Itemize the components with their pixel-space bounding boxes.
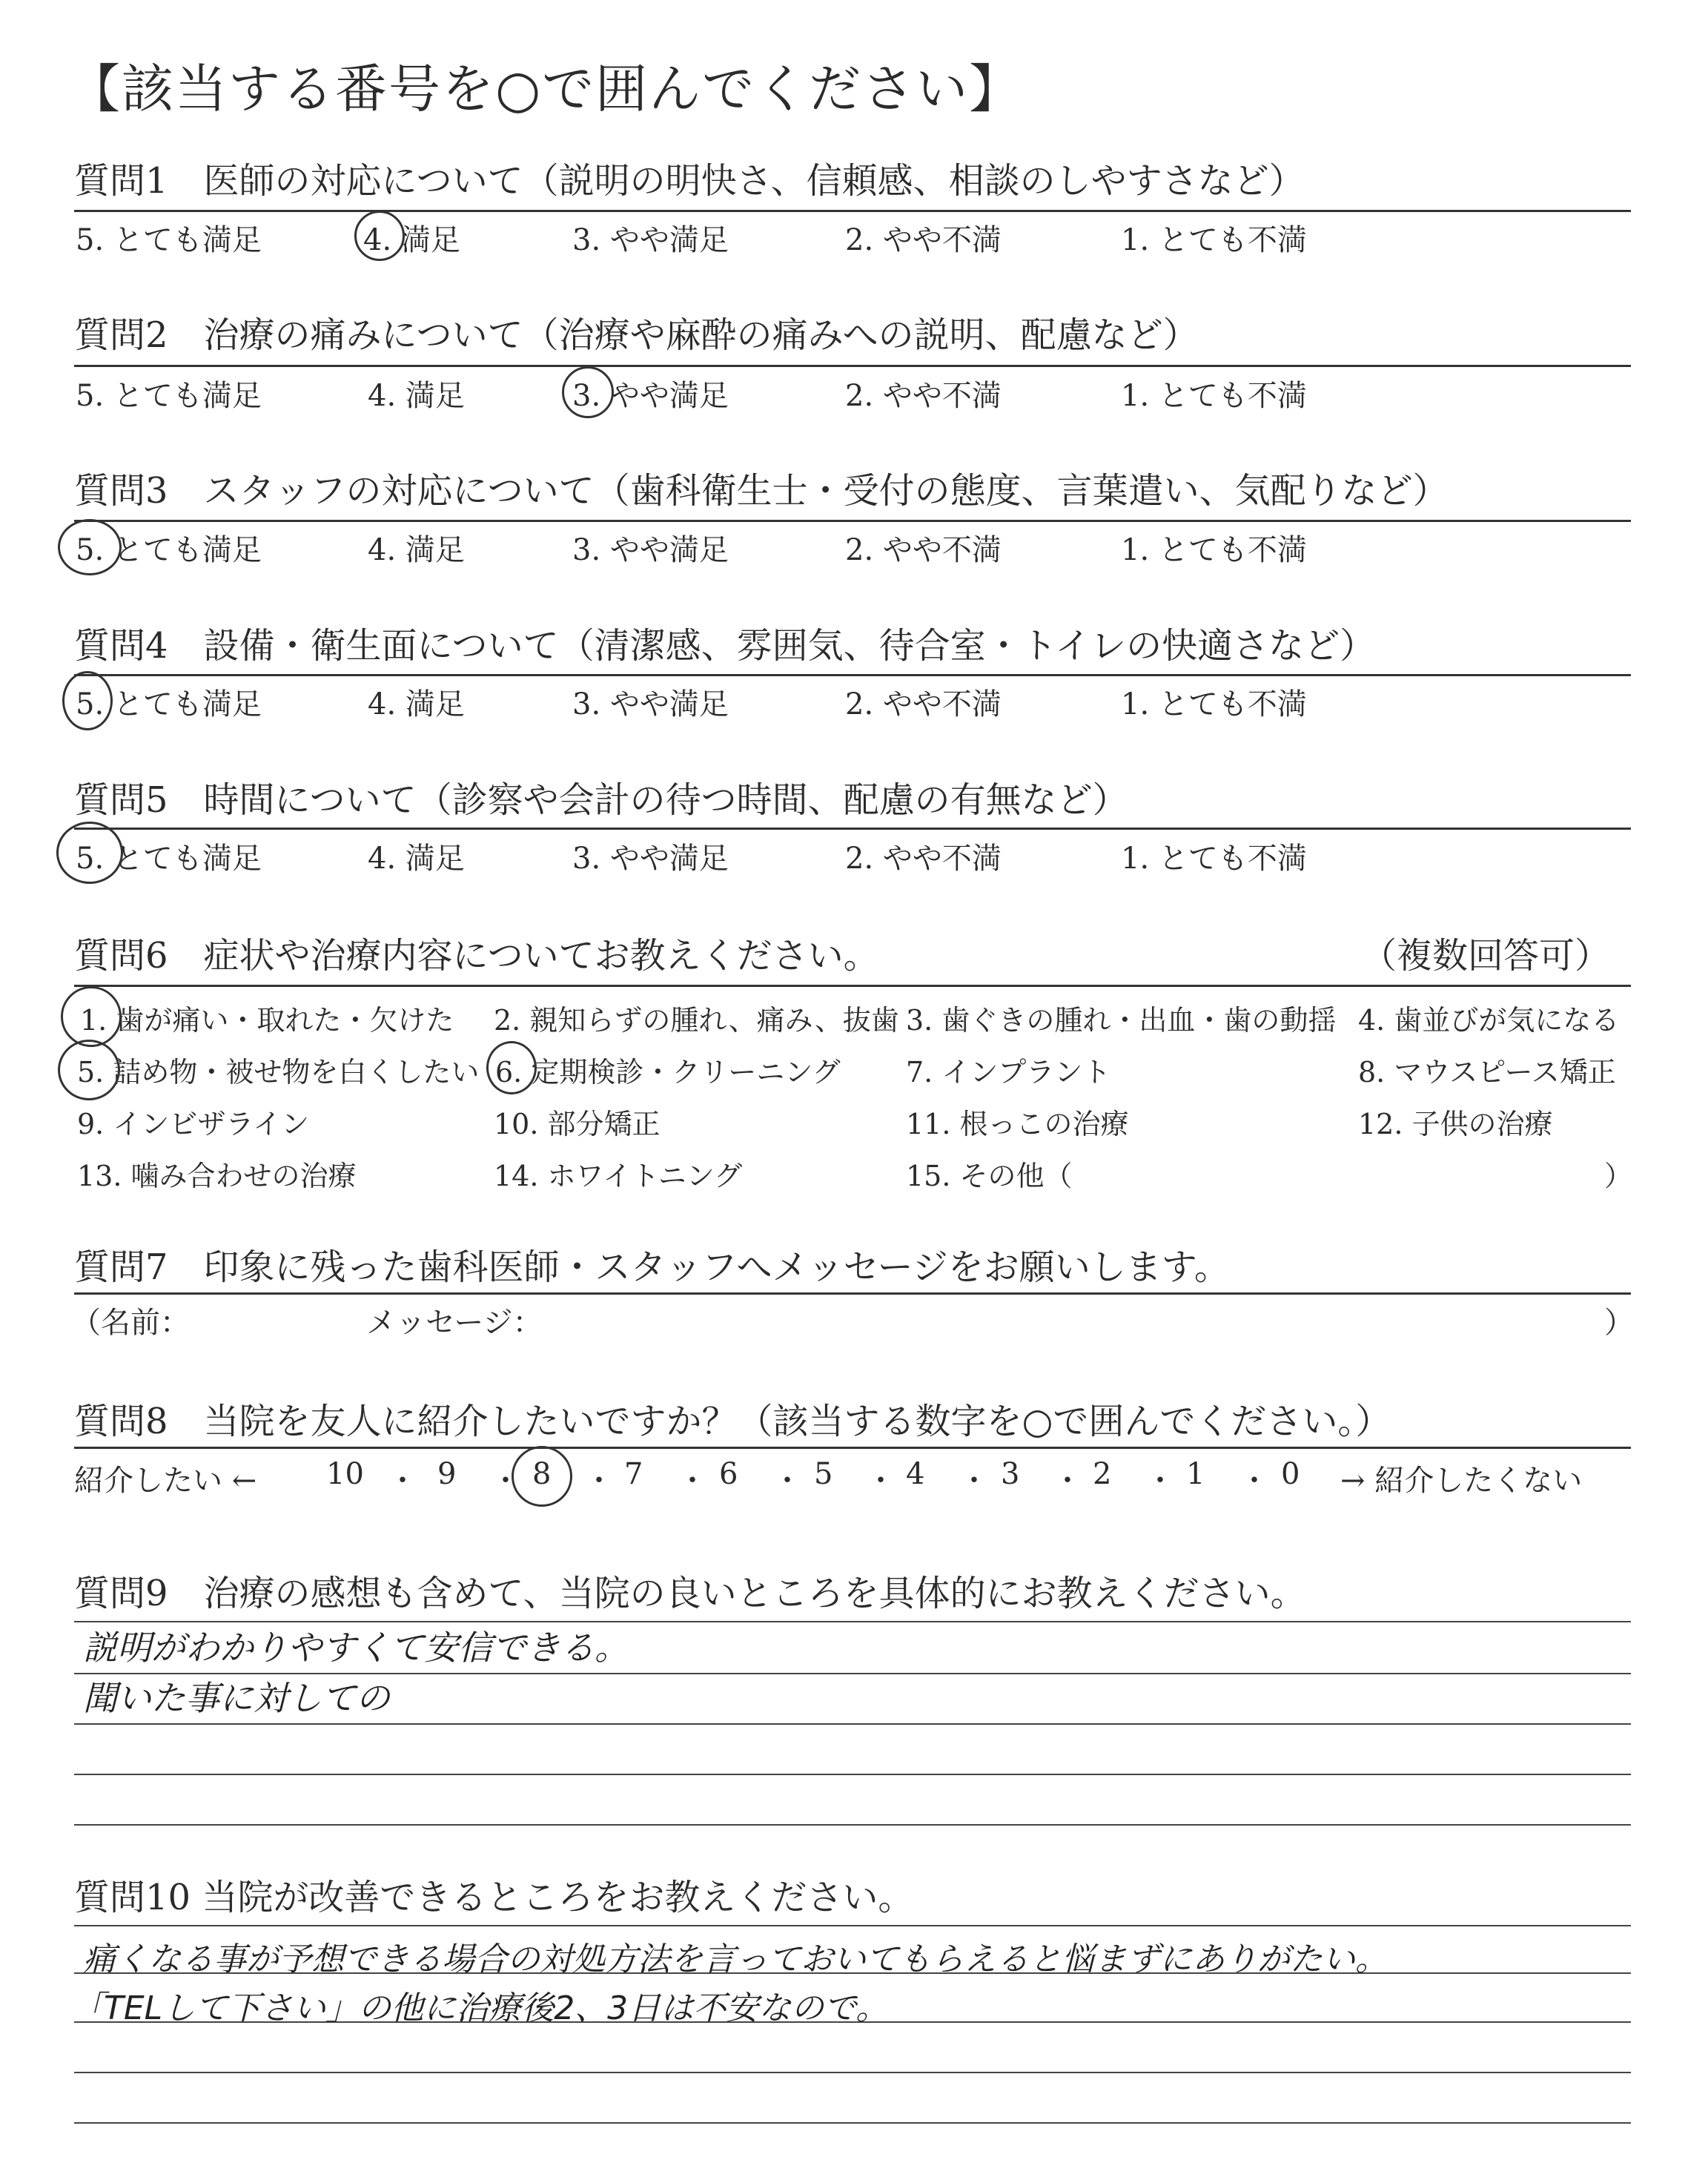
q3-option-1[interactable]: 1. とても不満 [1121, 533, 1307, 567]
q8-scale-separator: ・ [1145, 1464, 1175, 1498]
q4-title: 質問4 設備・衛生面について（清潔感、雰囲気、待合室・トイレの快適さなど） [74, 625, 1376, 667]
q8-scale-separator: ・ [1239, 1464, 1269, 1498]
q6-selected-circle-5 [58, 1040, 120, 1100]
q3-option-4[interactable]: 4. 満足 [368, 533, 465, 567]
q1-title: 質問1 医師の対応について（説明の明快さ、信頼感、相談のしやすさなど） [74, 160, 1305, 202]
q9-title: 質問9 治療の感想も含めて、当院の良いところを具体的にお教えください。 [74, 1573, 1306, 1614]
q8-scale-separator: ・ [866, 1464, 896, 1498]
q8-scale-1[interactable]: 1 [1186, 1457, 1205, 1491]
q9-answer-line-1[interactable]: 説明がわかりやすくて安信できる。 [83, 1628, 629, 1668]
q6-rule [74, 985, 1631, 987]
q1-rule [74, 210, 1631, 212]
q6-item-13[interactable]: 13. 噛み合わせの治療 [77, 1160, 357, 1192]
q6-item-2[interactable]: 2. 親知らずの腫れ、痛み、抜歯 [494, 1004, 899, 1037]
q7-name-label: （名前： [71, 1306, 190, 1340]
q3-option-2[interactable]: 2. やや不満 [845, 533, 1002, 567]
q8-scale-separator: ・ [491, 1464, 520, 1498]
q6-item-14[interactable]: 14. ホワイトニング [494, 1160, 743, 1192]
q9-line-4 [74, 1774, 1631, 1775]
q8-scale-separator: ・ [678, 1464, 707, 1498]
q8-scale-separator: ・ [584, 1464, 614, 1498]
q8-scale-separator: ・ [772, 1464, 802, 1498]
q2-option-4[interactable]: 4. 満足 [368, 379, 465, 413]
q8-scale-separator: ・ [959, 1464, 989, 1498]
q5-option-2[interactable]: 2. やや不満 [845, 842, 1002, 876]
q7-rule [74, 1292, 1631, 1295]
q8-left-label: 紹介したい ← [74, 1464, 257, 1498]
q4-rule [74, 674, 1631, 676]
q8-scale-5[interactable]: 5 [814, 1457, 833, 1491]
q10-answer-line-1[interactable]: 痛くなる事が予想できる場合の対処方法を言っておいてもらえると悩まずにありがたい。 [83, 1941, 1388, 1978]
q2-title: 質問2 治療の痛みについて（治療や麻酔の痛みへの説明、配慮など） [74, 314, 1199, 356]
q6-item-4[interactable]: 4. 歯並びが気になる [1358, 1004, 1620, 1037]
q5-rule [74, 828, 1631, 830]
form-header: 【該当する番号を○で囲んでください】 [68, 59, 1023, 119]
q8-scale-3[interactable]: 3 [1001, 1457, 1020, 1491]
q10-title: 質問10 当院が改善できるところをお教えください。 [74, 1877, 914, 1918]
q5-option-4[interactable]: 4. 満足 [368, 842, 465, 876]
q5-option-5[interactable]: 5. とても満足 [76, 842, 262, 876]
q6-item-5[interactable]: 5. 詰め物・被せ物を白くしたい [77, 1056, 480, 1089]
q7-close-paren: ） [1604, 1306, 1634, 1340]
q8-scale-0[interactable]: 0 [1281, 1457, 1300, 1491]
q4-option-3[interactable]: 3. やや満足 [572, 687, 729, 721]
q8-scale-10[interactable]: 10 [326, 1457, 364, 1491]
q8-scale-separator: ・ [1053, 1464, 1082, 1498]
q10-line-1 [74, 1925, 1631, 1926]
q7-message-label: メッセージ： [366, 1306, 543, 1340]
q9-line-5 [74, 1824, 1631, 1826]
q8-right-label: → 紹介したくない [1340, 1464, 1583, 1498]
q4-option-5[interactable]: 5. とても満足 [76, 687, 262, 721]
q6-multi-note: （複数回答可） [1361, 935, 1611, 977]
q8-scale-2[interactable]: 2 [1093, 1457, 1112, 1491]
q6-item-3[interactable]: 3. 歯ぐきの腫れ・出血・歯の動揺 [906, 1004, 1337, 1037]
q6-item-1[interactable]: 1. 歯が痛い・取れた・欠けた [80, 1004, 454, 1037]
q1-option-2[interactable]: 2. やや不満 [845, 223, 1002, 257]
q3-title: 質問3 スタッフの対応について（歯科衛生士・受付の態度、言葉遣い、気配りなど） [74, 470, 1449, 512]
q6-item-9[interactable]: 9. インビザライン [77, 1108, 310, 1140]
q8-title: 質問8 当院を友人に紹介したいですか？（該当する数字を○で囲んでください。） [74, 1401, 1391, 1442]
q2-rule [74, 365, 1631, 367]
q3-rule [74, 520, 1631, 522]
q8-scale-7[interactable]: 7 [624, 1457, 643, 1491]
q8-scale-9[interactable]: 9 [437, 1457, 457, 1491]
q6-item-10[interactable]: 10. 部分矯正 [494, 1108, 661, 1140]
q8-rule [74, 1447, 1631, 1449]
q6-item-8[interactable]: 8. マウスピース矯正 [1358, 1056, 1616, 1089]
q4-option-1[interactable]: 1. とても不満 [1121, 687, 1307, 721]
q8-selected-circle [512, 1446, 572, 1507]
q5-title: 質問5 時間について（診察や会計の待つ時間、配慮の有無など） [74, 779, 1128, 821]
q6-item-7[interactable]: 7. インプラント [906, 1056, 1111, 1089]
q1-option-3[interactable]: 3. やや満足 [572, 223, 729, 257]
q4-selected-circle [62, 671, 113, 730]
q5-option-1[interactable]: 1. とても不満 [1121, 842, 1307, 876]
q4-option-4[interactable]: 4. 満足 [368, 687, 465, 721]
q6-item-12[interactable]: 12. 子供の治療 [1358, 1108, 1553, 1140]
q10-answer-line-2[interactable]: 「TELして下さい」の他に治療後2、3日は不安なので。 [71, 1989, 889, 2027]
q6-item-15-close: ） [1604, 1160, 1633, 1192]
q1-selected-circle [354, 211, 405, 261]
q3-option-3[interactable]: 3. やや満足 [572, 533, 729, 567]
q5-selected-circle [56, 822, 123, 884]
q6-item-6[interactable]: 6. 定期検診・クリーニング [495, 1056, 841, 1089]
q2-selected-circle [562, 366, 614, 418]
q1-option-5[interactable]: 5. とても満足 [76, 223, 262, 257]
q2-option-3[interactable]: 3. やや満足 [572, 379, 729, 413]
q2-option-5[interactable]: 5. とても満足 [76, 379, 262, 413]
q6-title: 質問6 症状や治療内容についてお教えください。 [74, 935, 879, 977]
q2-option-1[interactable]: 1. とても不満 [1121, 379, 1307, 413]
q9-line-3 [74, 1723, 1631, 1725]
q1-option-4[interactable]: 4. 満足 [363, 223, 460, 257]
q8-scale-6[interactable]: 6 [719, 1457, 738, 1491]
q4-option-2[interactable]: 2. やや不満 [845, 687, 1002, 721]
q5-option-3[interactable]: 3. やや満足 [572, 842, 729, 876]
q6-item-11[interactable]: 11. 根っこの治療 [906, 1108, 1129, 1140]
q7-title: 質問7 印象に残った歯科医師・スタッフへメッセージをお願いします。 [74, 1246, 1230, 1288]
q6-selected-circle-1 [61, 986, 122, 1047]
q2-option-2[interactable]: 2. やや不満 [845, 379, 1002, 413]
q8-scale-8[interactable]: 8 [532, 1457, 552, 1491]
q10-line-4 [74, 2072, 1631, 2073]
q8-scale-separator: ・ [388, 1464, 417, 1498]
q1-option-1[interactable]: 1. とても不満 [1121, 223, 1307, 257]
q10-line-5 [74, 2122, 1631, 2124]
q3-option-5[interactable]: 5. とても満足 [76, 533, 262, 567]
q3-selected-circle [58, 519, 122, 575]
q8-scale-4[interactable]: 4 [906, 1457, 925, 1491]
q9-answer-line-2[interactable]: 聞いた事に対しての [83, 1678, 390, 1718]
q6-selected-circle-6 [486, 1041, 537, 1094]
q6-item-15[interactable]: 15. その他（ [906, 1160, 1073, 1192]
